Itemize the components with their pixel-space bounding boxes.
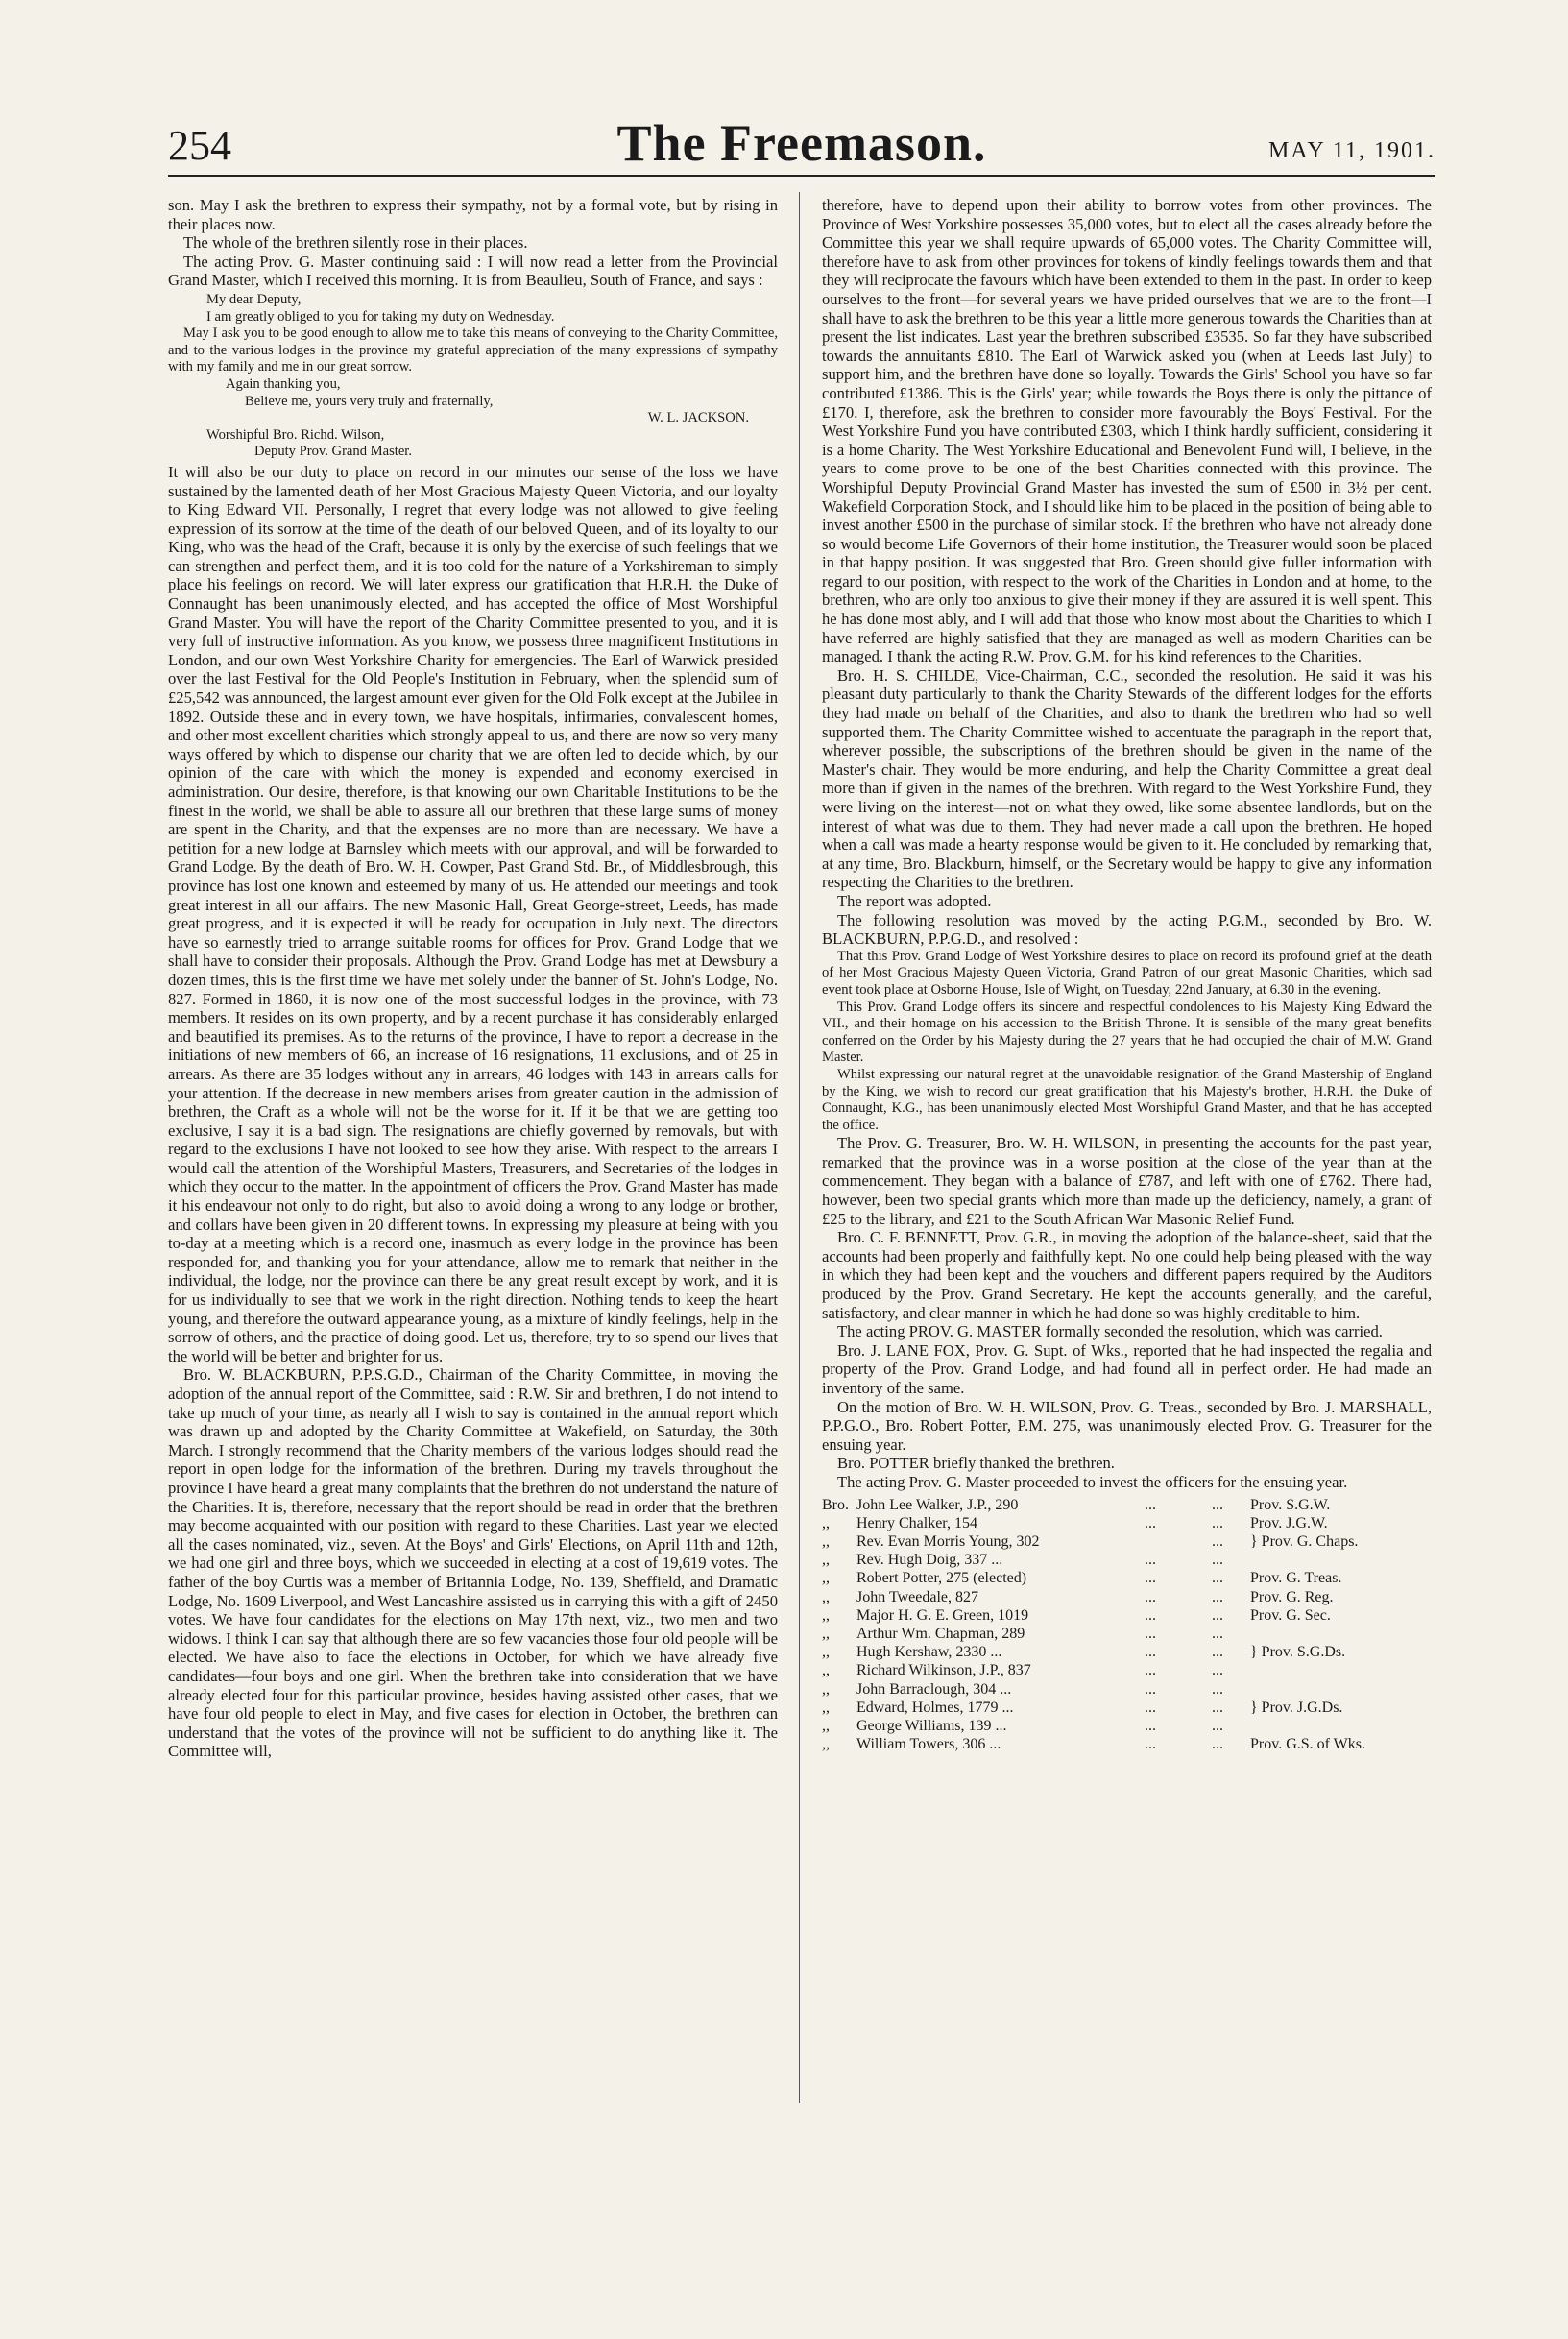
officer-prefix: Bro. [822,1496,849,1513]
officer-office: Prov. J.G.W. [1250,1514,1328,1531]
paragraph: On the motion of Bro. W. H. WILSON, Prov. G. Treas., seconded by Bro. J. MARSHALL, P.P.G.O., Bro. Robert Potter, P.M. 275, was unanimously elected Prov. G. Treasurer for the ensuing year. [822,1397,1432,1454]
officer-office: Prov. G.S. of Wks. [1250,1736,1366,1753]
officer-name: William Towers, 306 ... [856,1736,1001,1753]
leader-dots: ... [1145,1680,1156,1698]
paragraph: It will also be our duty to place on record in our minutes our sense of the loss we have sustained by the lamented death of her Most Gracious Majesty Queen Victoria, and our loyalty to King Edward VII. Personally, I regret that every lodge was not allowed to give feeling expression of its sorrow at the time of the death of our beloved Queen, and of its loyalty to our King, who was the head of the Craft, because it is only by the exercise of such feelings that we can strengthen and perfect them, and it is too cold for the nature of a Yorkshireman to simply place his feelings on record. We will later express our gratification that H.R.H. the Duke of Connaught has been unanimously elected, and has accepted the office of Most Worshipful Grand Master. You will have the report of the Charity Committee presented to you, and it is very full of instructive information. As you know, we possess three magnificent Institutions in London, and our own West Yorkshire Charity for emergencies. The Earl of Warwick presided over the last Festival for the Old People's Institution in February, when the splendid sum of £25,542 was announced, the largest amount ever given for the Old Folk except at the Jubilee in 1892. Outside these and in every town, we have hospitals, infirmaries, convalescent homes, and other most excellent charities which strongly appeal to us, and there are now so very many ways offered by which to dispense our charity that we are often led to decide which, by our opinion of the care with which the money is expended and economy exercised in administration. Our desire, therefore, is that knowing our own Charitable Institutions to be the finest in the world, we shall be able to assure all our brethren that these large sums of money are spent in the Charity, and that the expenses are no more than are necessary. We have a petition for a new lodge at Barnsley which meets with our approval, and will be forwarded to Grand Lodge. By the death of Bro. W. H. Cowper, Past Grand Std. Br., of Middlesbrough, this province has lost one known and esteemed by many of us. He attended our meetings and took great interest in all our affairs. The new Masonic Hall, Great George-street, Leeds, has made great progress, and it is expected it will be ready for occupation in July next. The directors have so earnestly tried to arrange suitable rooms for offices for Prov. Grand Lodge that we shall have to consider their proposals. Although the Prov. Grand Lodge has met at Dewsbury a dozen times, this is the first time we have met solely under the banner of St. John's Lodge, No. 827. Formed in 1860, it is now one of the most successful lodges in the province, with 73 members. It resides on its own property, and by a recent purchase it has considerably enlarged and beautified its premises. As to the returns of the province, I have to report a decrease in the initiations of new members of 66, an increase of 16 resignations, 11 exclusions, and of 25 in arrears. As there are 35 lodges without any in arrears, 46 lodges with 143 in arrears calls for your attention. If the decrease in new members arises from greater caution in the admission of brethren, the Craft as a whole will not be the worse for it. If it be that we are getting too exclusive, I say it is a bad sign. The resignations are chiefly governed by removals, but with regard to the exclusions I have not looked to see how they arise. With respect to the arrears I would call the attention of the Worshipful Masters, Treasurers, and Secretaries of the lodges in which they occur to the matter. In the appointment of officers the Prov. Grand Master has made it his endeavour not only to do right, but also to avoid doing a wrong to any lodge or brother, and collars have been given in 20 different towns. In expressing my pleasure at being with you to-day at a meeting which is a record one, inasmuch as every lodge in the province has been responded for, and thanking you for your attendance, allow me to remark that neither in the individual, the lodge, nor the province can there be any great result except by work, and it is for us individually to see that we work in the right direction. Nothing tends to keep the heart young, and therefore the outward appearance young, as a mixture of kindly feelings, help in the sorrow of others, and the practice of doing good. Let us, therefore, try to so spend our lives that the world will be better and brighter for us. [168,462,778,1365]
officer-prefix: ,, [822,1699,830,1716]
officer-name: Arthur Wm. Chapman, 289 [856,1625,1025,1642]
officers-list [822,1496,1432,1754]
leader-dots: ... [1145,1496,1156,1513]
leader-dots: ... [1212,1606,1223,1624]
letter-body: May I ask you to be good enough to allow me to take this means of conveying to the Charity Committee, and to the various lodges in the province my grateful appreciation of the many expressions of sympathy with my family and me in our great sorrow. [168,326,778,375]
leader-dots: ... [1212,1514,1223,1531]
paragraph: Bro. C. F. BENNETT, Prov. G.R., in moving the adoption of the balance-sheet, said that the accounts had been properly and faithfully kept. No one could help being pleased with the way in which they had been kept and the vouchers and different papers required by the Auditors produced by the Prov. Grand Secretary. He kept the accounts generally, and the careful, satisfactory, and clear manner in which he had done so was highly creditable to him. [822,1228,1432,1322]
officer-office: } Prov. S.G.Ds. [1250,1644,1346,1661]
officer-row [822,1551,1432,1569]
officer-name: Henry Chalker, 154 [856,1514,977,1531]
letter-addressee-role: Deputy Prov. Grand Master. [254,444,413,460]
paragraph: The acting Prov. G. Master proceeded to invest the officers for the ensuing year. [837,1472,1348,1491]
officer-office [1250,1717,1432,1735]
leader-dots: ... [1145,1662,1156,1679]
officer-prefix: ,, [822,1606,830,1624]
officer-row [822,1588,1432,1606]
officer-name: Rev. Evan Morris Young, 302 [856,1532,1040,1550]
officer-row [822,1661,1432,1679]
paragraph: son. May I ask the brethren to express their sympathy, not by a formal vote, but by rising in their places now. [168,196,778,233]
officer-prefix: ,, [822,1514,830,1531]
letter-line: I am greatly obliged to you for taking my duty on Wednesday. [206,308,555,325]
leader-dots: ... [1212,1532,1223,1550]
paragraph: The whole of the brethren silently rose in their places. [183,233,528,253]
officer-name: John Tweedale, 827 [856,1588,978,1605]
officer-prefix: ,, [822,1532,830,1550]
publication-title: The Freemason. [616,114,987,172]
officer-name: George Williams, 139 ... [856,1718,1007,1734]
officer-office: } Prov. J.G.Ds. [1250,1699,1343,1716]
resolution-text: Whilst expressing our natural regret at the unavoidable resignation of the Grand Mastership of England by the King, we wish to record our great gratification that his Majesty's brother, H.R.H. the Duke of Connaught, K.G., has been unanimously elected Most Worshipful Grand Master, and that he has accepted the office. [822,1066,1432,1133]
officer-row [822,1680,1432,1699]
paragraph: The report was adopted. [837,891,992,910]
issue-date: MAY 11, 1901. [1267,138,1435,163]
leader-dots: ... [1145,1718,1156,1734]
paragraph: The acting Prov. G. Master continuing said : I will now read a letter from the Provincial Grand Master, which I received this morning. It is from Beaulieu, South of France, and says : [168,252,778,290]
letter-salutation: My dear Deputy, [206,291,302,307]
officer-prefix: ,, [822,1588,830,1605]
paragraph: Bro. J. LANE FOX, Prov. G. Supt. of Wks., reported that he had inspected the regalia and property of the Prov. Grand Lodge, and had found all in perfect order. He had made an inventory of the same. [822,1340,1432,1397]
officer-row [822,1569,1432,1587]
officer-office: Prov. G. Reg. [1250,1588,1334,1605]
left-column [168,196,778,1761]
leader-dots: ... [1145,1606,1156,1624]
officer-row [822,1514,1432,1532]
officer-name: Robert Potter, 275 (elected) [856,1570,1027,1587]
officer-office [1250,1551,1432,1569]
officer-row [822,1496,1432,1514]
officer-row [822,1606,1432,1625]
leader-dots: ... [1212,1570,1223,1587]
column-divider [799,192,800,2103]
paragraph: Bro. POTTER briefly thanked the brethren. [837,1454,1115,1473]
resolution-text: This Prov. Grand Lodge offers its sincere and respectful condolences to his Majesty King Edward the VII., and their homage on his accession to the British Throne. It is sensible of the many great benefits conferred on the Order by his Majesty during the 27 years that he had occupied the chair of M.W. Grand Master. [822,999,1432,1066]
leader-dots: ... [1145,1570,1156,1587]
leader-dots: ... [1212,1625,1223,1642]
resolution-text: That this Prov. Grand Lodge of West Yorkshire desires to place on record its profound grief at the death of her Most Gracious Majesty Queen Victoria, Grand Patron of our great Masonic Charities, which sad event took place at Osborne House, Isle of Wight, on Tuesday, 22nd January, at 6.30 in the evening. [822,948,1432,998]
officer-prefix: ,, [822,1662,830,1679]
letter-thanks: Again thanking you, [226,375,341,392]
officer-prefix: ,, [822,1644,830,1661]
officer-name: Edward, Holmes, 1779 ... [856,1699,1014,1716]
officer-office: Prov. G. Treas. [1250,1570,1342,1587]
leader-dots: ... [1212,1718,1223,1734]
officer-name: Richard Wilkinson, J.P., 837 [856,1662,1031,1679]
officer-prefix: ,, [822,1718,830,1734]
officer-office: Prov. G. Sec. [1250,1606,1331,1624]
officer-name: Rev. Hugh Doig, 337 ... [856,1552,1003,1569]
leader-dots: ... [1212,1552,1223,1569]
leader-dots: ... [1212,1496,1223,1513]
officer-prefix: ,, [822,1570,830,1587]
officer-row [822,1643,1432,1661]
officer-row [822,1532,1432,1551]
letter [168,292,778,461]
officer-prefix: ,, [822,1680,830,1698]
paragraph: Bro. W. BLACKBURN, P.P.S.G.D., Chairman of the Charity Committee, in moving the adoption of the annual report of the Committee, said : R.W. Sir and brethren, I do not intend to take up much of your time, as nearly all I wish to say is contained in the annual report which was drawn up and adopted by the Charity Committee at Wakefield, on Saturday, the 30th March. I strongly recommend that the Charity members of the various lodges should read the report in open lodge for the information of the brethren. During my travels throughout the province I have heard a great many complaints that the brethren do not understand the nature of the Charities. It is, therefore, necessary that the report should be read in order that the brethren may become acquainted with our position with regard to these Charities. Last year we elected all the cases nominated, viz., seven. At the Boys' and Girls' Elections, on April 11th and 12th, we had one girl and three boys, which we succeeded in electing at a cost of 19,619 votes. The father of the boy Curtis was a member of Britannia Lodge, No. 139, Sheffield, and Dramatic Lodge, No. 1609 Liverpool, and West Lancashire assisted us in carrying this with a gift of 2450 votes. We have four candidates for the elections on May 17th next, viz., two men and two widows. I think I can say that although there are so few vacancies those four old people will be elected. We have also to face the elections in October, for which we have already five candidates—four boys and one girl. When the brethren take into consideration that we have already elected four for this particular province, besides having assisted other cases, that we have four old people to elect in May, and five cases for election in October, the brethren can understand that the votes of the province will not be sufficient to do anything like it. The Committee will, [168,1365,778,1761]
leader-dots: ... [1145,1552,1156,1569]
officer-name: Hugh Kershaw, 2330 ... [856,1644,1002,1661]
leader-dots: ... [1212,1680,1223,1698]
leader-dots: ... [1145,1736,1156,1753]
leader-dots: ... [1145,1699,1156,1716]
officer-office: Prov. S.G.W. [1250,1496,1331,1513]
officer-office [1250,1625,1432,1643]
officer-prefix: ,, [822,1552,830,1569]
officer-office [1250,1680,1432,1699]
letter-close: Believe me, yours very truly and fraternally, [245,393,494,409]
leader-dots: ... [1212,1644,1223,1661]
officer-name: John Barraclough, 304 ... [856,1680,1012,1698]
leader-dots [1145,1532,1212,1551]
leader-dots: ... [1212,1662,1223,1679]
paragraph: Bro. H. S. CHILDE, Vice-Chairman, C.C., seconded the resolution. He said it was his pleasant duty particularly to thank the Charity Stewards of the different lodges for the efforts they had made on behalf of the Charities, and also to thank the brethren who had so well supported them. The Charity Committee wished to accentuate the paragraph in the report that, wherever possible, the subscriptions of the brethren should be given in the name of the Master's chair. They would be more enduring, and help the Charity Committee a great deal more than if given in the names of the brethren. With regard to the West Yorkshire Fund, they were living on the interest—not on what they owed, like some absentee landlords, but on the interest of what was due to them. They had never made a call upon the brethren. He hoped when a call was made a hearty response would be given to it. He concluded by remarking that, at any time, Bro. Blackburn, himself, or the Secretary would be happy to give any information respecting the Charities to the brethren. [822,665,1432,892]
leader-dots: ... [1145,1625,1156,1642]
page-number: 254 [168,122,231,169]
leader-dots: ... [1212,1699,1223,1716]
officer-row [822,1699,1432,1717]
leader-dots: ... [1145,1588,1156,1605]
officer-row [822,1625,1432,1643]
letter-addressee: Worshipful Bro. Richd. Wilson, [206,426,385,443]
right-column [822,196,1432,1753]
letter-signature: W. L. JACKSON. [647,410,749,426]
paragraph: The Prov. G. Treasurer, Bro. W. H. WILSON, in presenting the accounts for the past year, remarked that the province was in a worse position at the close of the year than at the commencement. They began with a balance of £787, and left with one of £762. There had, however, been two special grants which more than made up the deficiency, namely, a grant of £25 to the library, and £21 to the South African War Masonic Relief Fund. [822,1134,1432,1228]
officer-prefix: ,, [822,1625,830,1642]
officer-office [1250,1661,1432,1679]
officer-name: Major H. G. E. Green, 1019 [856,1606,1029,1624]
leader-dots: ... [1145,1644,1156,1661]
header-rule [168,175,1435,177]
officer-row [822,1735,1432,1753]
leader-dots: ... [1212,1588,1223,1605]
paragraph: The following resolution was moved by the acting P.G.M., seconded by Bro. W. BLACKBURN, P.P.G.D., and resolved : [822,910,1432,949]
officer-row [822,1717,1432,1735]
officer-prefix: ,, [822,1736,830,1753]
paragraph: therefore, have to depend upon their ability to borrow votes from other provinces. The Province of West Yorkshire possesses 35,000 votes, but to elect all the cases already before the Committee this year we shall require upwards of 65,000 votes. The Charity Committee will, therefore have to ask from other provinces for tokens of kindly feelings towards them and that they will reciprocate the favours which have been extended to them in the past. In order to keep ourselves to the front—for several years we have prided ourselves that we are to the front—I shall have to ask the brethren to be this year a little more generous towards the Charities than at present the list indicates. Last year the brethren subscribed £3535. So far they have subscribed towards the annuitants £810. The Earl of Warwick asked you (when at Leeds last July) to support him, and the brethren have done so loyally. Towards the Girls' School you have so far contributed £1386. This is the Girls' year; while towards the Boys there is only the pittance of £170. I, therefore, ask the brethren to consider more favourably the Boys' Festival. For the West Yorkshire Fund you have contributed £303, which I think hardly sufficient, considering it is a home Charity. The West Yorkshire Educational and Benevolent Fund will, I believe, in the years to come prove to be one of the best Charities connected with this province. The Worshipful Deputy Provincial Grand Master has invested the sum of £500 in 3½ per cent. Wakefield Corporation Stock, and I should like him to be placed in the position of being able to invest another £500 in the purchase of similar stock. If the brethren who have not already done so would become Life Governors of their home institution, the Treasurer would soon be placed in that happy position. It was suggested that Bro. Green should give fuller information with regard to our position, with respect to the work of the Charities in London and at home, to the brethren, who are only too anxious to give their money if they are assured it is well spent. This he has done most ably, and I will add that those who know most about the Charities to which I have referred are highly satisfied that they are managed as well as modern Charities can be managed. I thank the acting R.W. Prov. G.M. for his kind references to the Charities. [822,196,1432,666]
officer-office: } Prov. G. Chaps. [1250,1532,1359,1550]
leader-dots: ... [1145,1514,1156,1531]
leader-dots: ... [1212,1736,1223,1753]
masthead [168,113,1435,173]
paragraph: The acting PROV. G. MASTER formally seconded the resolution, which was carried. [837,1322,1383,1341]
officer-name: John Lee Walker, J.P., 290 [856,1496,1019,1513]
